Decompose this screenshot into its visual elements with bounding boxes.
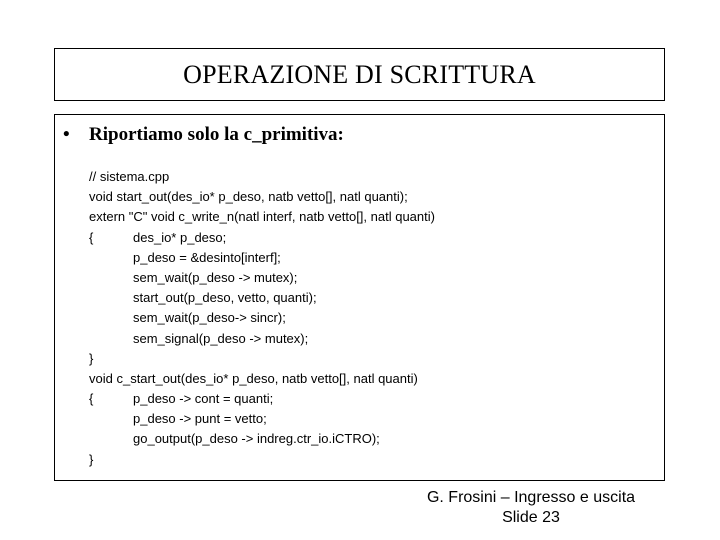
code-text: void c_start_out(des_io* p_deso, natb vetto[], natl quanti) <box>89 370 418 386</box>
slide-footer <box>400 488 662 528</box>
bullet-icon: • <box>63 124 70 145</box>
code-brace: } <box>89 350 94 366</box>
code-text: void start_out(des_io* p_deso, natb vetto[], natl quanti); <box>89 189 408 205</box>
code-text: // sistema.cpp <box>89 169 170 184</box>
footer-slide-number: Slide 23 <box>502 509 560 526</box>
code-text: sem_wait(p_deso -> mutex); <box>133 269 298 285</box>
code-text: start_out(p_deso, vetto, quanti); <box>133 290 317 306</box>
code-text: sem_signal(p_deso -> mutex); <box>133 330 309 346</box>
code-text: go_output(p_deso -> indreg.ctr_io.iCTRO); <box>133 431 380 447</box>
bullet-text: Riportiamo solo la c_primitiva: <box>89 124 344 145</box>
code-text: p_deso -> punt = vetto; <box>133 411 267 427</box>
footer-author: G. Frosini – Ingresso e uscita <box>426 489 636 506</box>
code-brace: { <box>89 229 94 245</box>
slide-title: OPERAZIONE DI SCRITTURA <box>183 59 536 89</box>
title-box <box>54 48 665 101</box>
code-brace: { <box>89 391 94 407</box>
code-text: des_io* p_deso; <box>133 229 227 245</box>
content-box <box>54 114 665 481</box>
code-text: p_deso -> cont = quanti; <box>133 391 274 407</box>
code-text: extern "C" void c_write_n(natl interf, natb vetto[], natl quanti) <box>89 209 435 225</box>
code-brace: } <box>89 451 94 467</box>
code-text: p_deso = &desinto[interf]; <box>133 249 281 265</box>
code-text: sem_wait(p_deso-> sincr); <box>133 310 286 326</box>
